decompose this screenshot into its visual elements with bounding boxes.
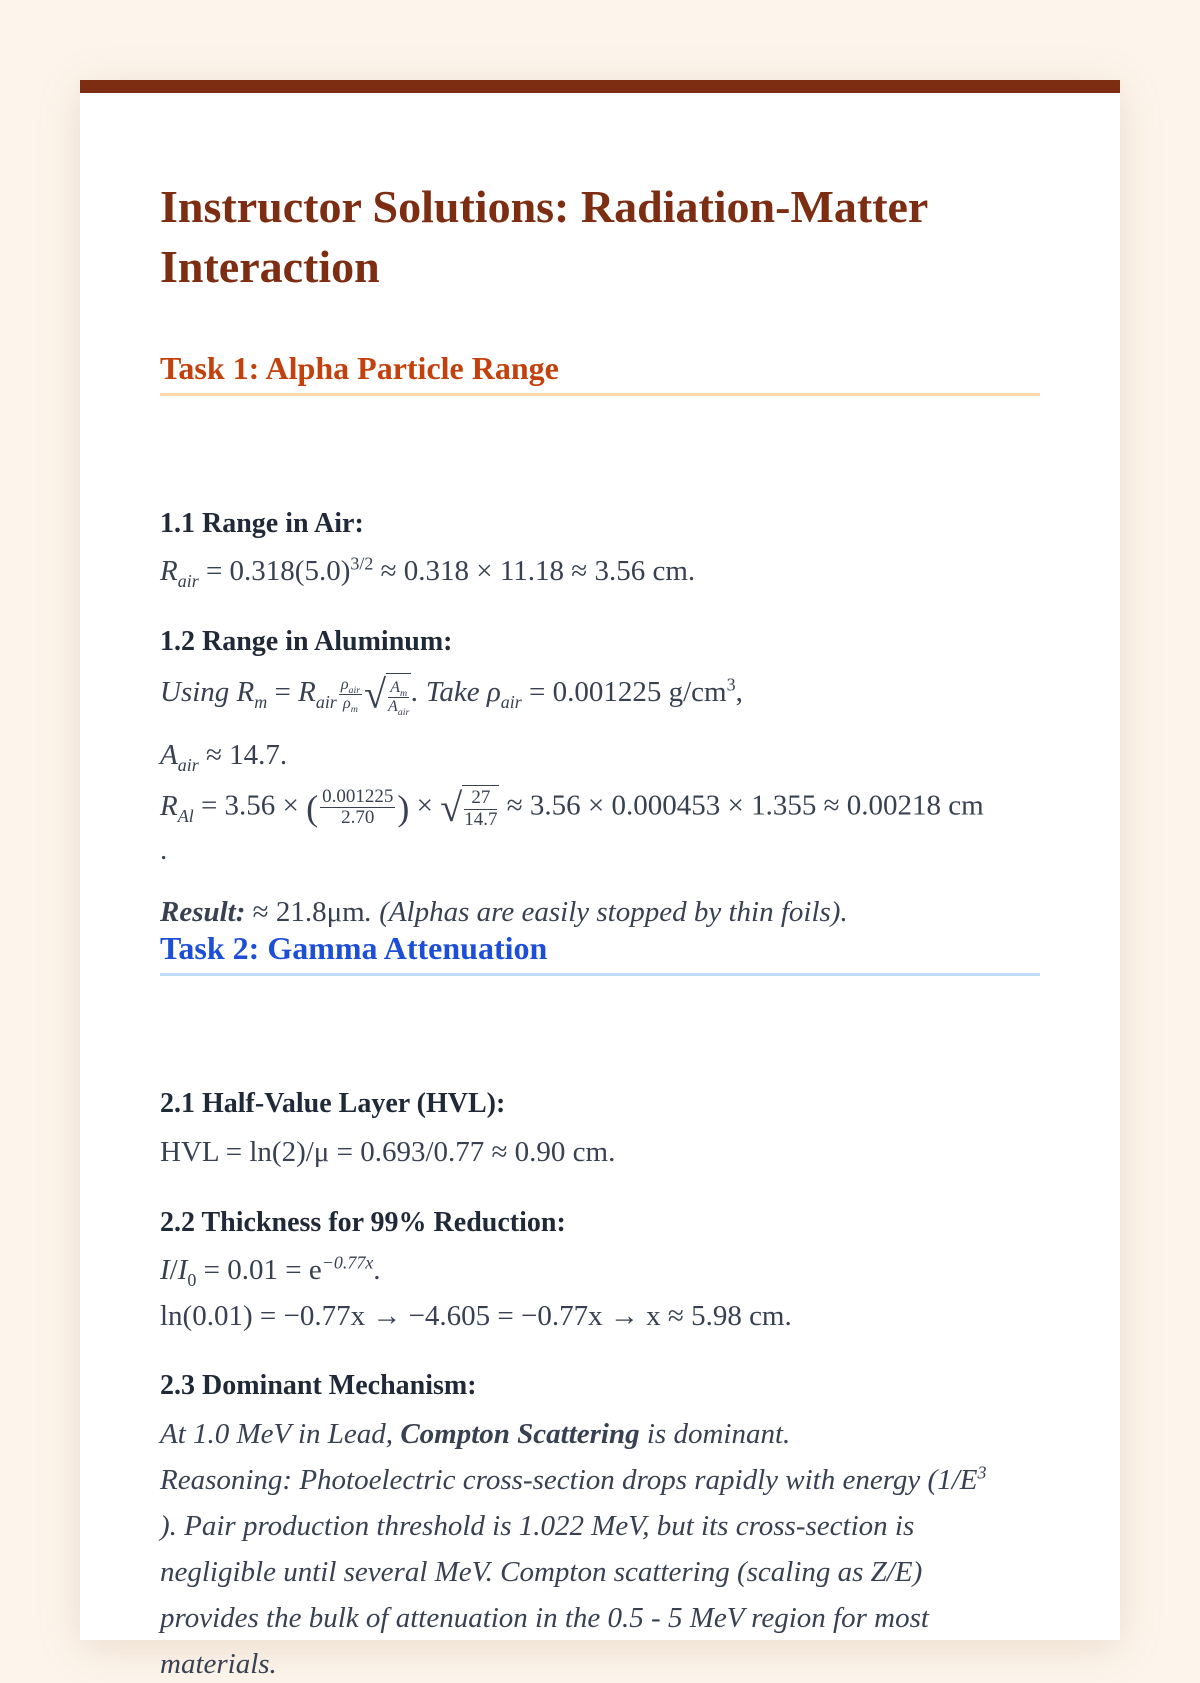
task2-s2-equation1: $I/I_0 = 0.01 = e^{-0.77x}$. [160,1252,381,1290]
task2-s1-title: 2.1 Half-Value Layer (HVL): [160,1088,506,1119]
task2-s3-line3: ). Pair production threshold is 1.022 MeV, but its cross-section is [160,1510,915,1542]
task2-s3-title: 2.3 Dominant Mechanism: [160,1370,477,1401]
task1-s2-formula-line: Using $R_m = R_{air}$ $\frac{\rho_{air}}{\rho_m}$ √ $\frac{A_m}{A_{air}}$ . Take $\rho_{air} = 0.001225$ $g/cm^3$, [160,671,743,719]
task2-s2-equation2: ln(0.01) = −0.77x → −4.605 = −0.77x → x ≈ 5.98 cm. [160,1300,792,1332]
task1-s1-title: 1.1 Range in Air: [160,508,364,539]
task1-s2-a-air: $A_{air} \approx 14.7$. [160,739,288,775]
task1-s2-calculation: $R_{Al} = 3.56$ × ( $\frac{0.001225}{2.70}$ ) × √ $\frac{27}{14.7}$ ≈ 3.56 × 0.000453 × 1.355 ≈ 0.00218 cm [160,784,984,830]
task2-s3-line4: negligible until several MeV. Compton scattering (scaling as Z/E) [160,1556,923,1588]
task2-s3-line2: Reasoning: Photoelectric cross-section drops rapidly with energy ($1/E^3$ [160,1462,987,1496]
task1-s1-equation: $R_{air} = 0.318(5.0)^{3/2} \approx 0.318 \times 11.18 \approx 3.56$ cm. [160,553,696,591]
task2-s3-line1: At 1.0 MeV in Lead, Compton Scattering is dominant. [160,1418,791,1450]
task1-s2-title: 1.2 Range in Aluminum: [160,626,453,657]
task2-s3-line6: materials. [160,1648,277,1680]
page-title: Instructor Solutions: Radiation-Matter Interaction [160,181,928,292]
document-page [80,80,1120,1680]
task2-heading: Task 2: Gamma Attenuation [160,928,1040,976]
task1-s2-period: . [160,834,168,866]
task2-s1-equation: HVL = ln(2)/μ = 0.693/0.77 ≈ 0.90 cm. [160,1136,616,1168]
task2-s3-line5: provides the bulk of attenuation in the 0.5 - 5 MeV region for most [160,1602,929,1634]
task1-heading: Task 1: Alpha Particle Range [160,348,1040,396]
task1-result: Result: ≈ 21.8μm. (Alphas are easily stopped by thin foils). [160,896,848,928]
task2-s2-title: 2.2 Thickness for 99% Reduction: [160,1207,566,1238]
